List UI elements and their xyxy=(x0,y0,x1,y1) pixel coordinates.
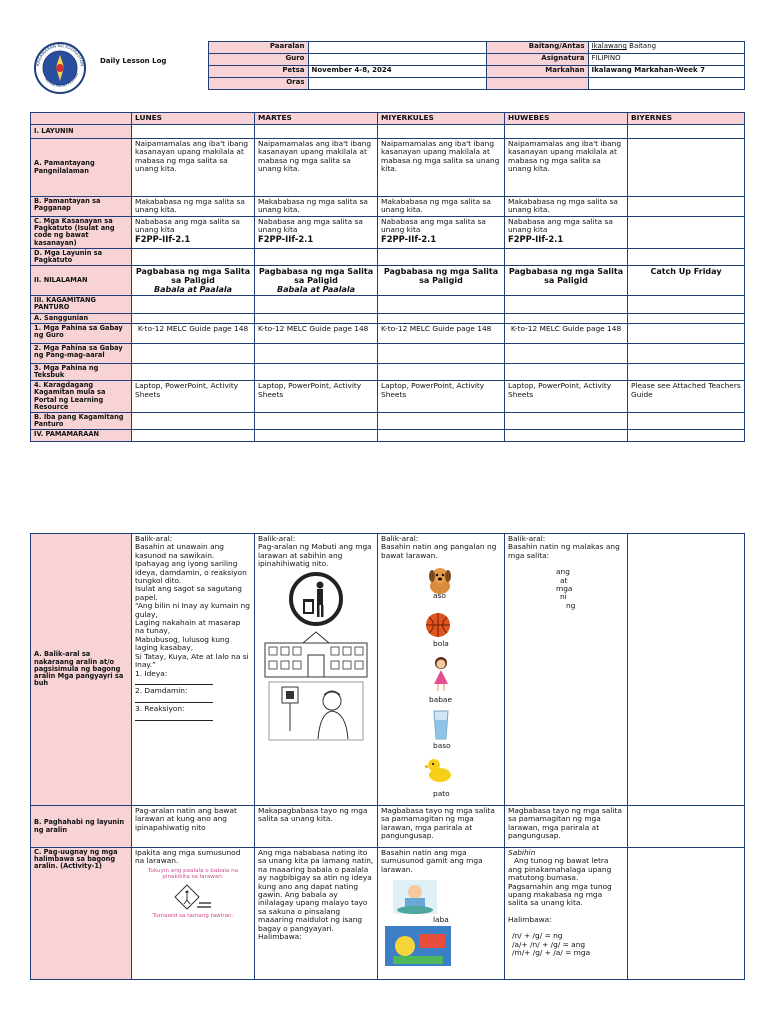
label-paaralan: Paaralan xyxy=(208,42,308,54)
row-label-mag-aaral: 2. Mga Pahina sa Gabay ng Pang-mag-aaral xyxy=(31,343,132,363)
day-header-biyernes: BIYERNES xyxy=(628,113,745,125)
label-baitang: Baitang/Antas xyxy=(486,42,588,54)
seal-text-bottom: REPUBLIKA NG PILIPINAS xyxy=(43,72,80,88)
row-label-iba: B. Iba pang Kagamitang Panturo xyxy=(31,413,132,430)
ball-icon xyxy=(425,612,451,638)
karagdagang-miyerkules: Laptop, PowerPoint, Activity Sheets xyxy=(378,381,505,413)
nilalaman-huwebes: Pagbabasa ng mga Salita sa Paligid xyxy=(505,266,628,296)
sight-word-ng: ng xyxy=(566,600,576,610)
crosswalk-sign-icon xyxy=(173,883,213,911)
row-label-balik-aral: A. Balik-aral sa nakaraang aralin at/o pagsisimula ng bagong aralin Mga pangyayri sa buh xyxy=(31,534,132,806)
pamantayang-huwebes: Naipamamalas ang iba't ibang kasanayan upang makilala at mabasa ng mga salita sa unang kita. xyxy=(505,139,628,197)
row-label-layunin: I. LAYUNIN xyxy=(31,125,132,139)
gabay-miyerkules: K-to-12 MELC Guide page 148 xyxy=(378,323,505,343)
paghahabi-huwebes: Magbabasa tayo ng mga salita sa pamamagitan ng mga larawan, mga parirala at pangungusap. xyxy=(505,806,628,848)
row-label-layunin-d: D. Mga Layunin sa Pagkatuto xyxy=(31,248,132,265)
lesson-table xyxy=(30,112,745,442)
sight-word-at: at xyxy=(560,575,568,585)
value-petsa: November 4-8, 2024 xyxy=(308,66,486,78)
value-paaralan xyxy=(308,42,486,54)
gabay-martes: K-to-12 MELC Guide page 148 xyxy=(255,323,378,343)
row-label-nilalaman: II. NILALAMAN xyxy=(31,266,132,296)
row-label-teksbuk: 3. Mga Pahina ng Teksbuk xyxy=(31,363,132,380)
school-building-icon xyxy=(263,629,369,679)
karagdagang-lunes: Laptop, PowerPoint, Activity Sheets xyxy=(132,381,255,413)
word-aso: aso xyxy=(433,591,446,601)
nilalaman-biyernes: Catch Up Friday xyxy=(628,266,745,296)
sight-word-ang: ang xyxy=(556,567,570,577)
pamantayang-lunes: Naipamamalas ang iba't ibang kasanayan upang makilala at mabasa ng mga salita sa unang kita. xyxy=(132,139,255,197)
header-table xyxy=(30,41,745,90)
row-label-kasanayan: C. Mga Kasanayan sa Pagkatuto (Isulat ang code ng bawat kasanayan) xyxy=(31,217,132,249)
label-empty xyxy=(486,78,588,90)
value-oras xyxy=(308,78,486,90)
word-pato: pato xyxy=(433,789,450,799)
caption-text: Tukuyin ang paalala o babala na pinakikita sa larawan. xyxy=(147,867,239,881)
row-label-pagganap: B. Pamantayan sa Pagganap xyxy=(31,197,132,217)
word-baso: baso xyxy=(433,741,451,751)
pagganap-lunes: Makababasa ng mga salita sa unang kita. xyxy=(132,197,255,217)
pag-uugnay-miyerkules: Basahin natin ang mga sumusunod gamit ang mga larawan. laba xyxy=(378,848,505,980)
row-label-kagamitan: III. KAGAMITANG PANTURO xyxy=(31,296,132,313)
page-title: Daily Lesson Log xyxy=(100,57,167,65)
pamantayang-miyerkules: Naipamamalas ang iba't ibang kasanayan upang makilala at mabasa ng mga salita sa unang kita. xyxy=(378,139,505,197)
value-markahan: Ikalawang Markahan-Week 7 xyxy=(588,66,744,78)
row-label-gabay: 1. Mga Pahina sa Gabay ng Guro xyxy=(31,323,132,343)
balik-aral-miyerkules: Balik-aral: Basahin natin ang pangalan ng bawat larawan. aso bola babae baso pato xyxy=(378,534,505,806)
gabay-lunes: K-to-12 MELC Guide page 148 xyxy=(132,323,255,343)
pag-uugnay-lunes: Ipakita ang mga sumusunod na larawan. Tukuyin ang paalala o babala na pinakikita sa larawan. Tumawid sa tamang tawiran. xyxy=(132,848,255,980)
procedure-table xyxy=(30,533,745,980)
word-bola: bola xyxy=(433,639,449,649)
pagganap-martes: Makababasa ng mga salita sa unang kita. xyxy=(255,197,378,217)
balik-aral-martes: Balik-aral: Pag-aralan ng Mabuti ang mga larawan at sabihin ang ipinahihiwatig nito. xyxy=(255,534,378,806)
label-guro: Guro xyxy=(208,54,308,66)
day-header-lunes: LUNES xyxy=(132,113,255,125)
row-label-paghahabi: B. Paghahabi ng layunin ng aralin xyxy=(31,806,132,848)
seal-text-top: KAGAWARAN NG EDUKASYON xyxy=(35,42,85,67)
label-oras: Oras xyxy=(208,78,308,90)
kasanayan-lunes: Nababasa ang mga salita sa unang kita F2PP-IIf-2.1 xyxy=(132,217,255,249)
paghahabi-martes: Makapagbabasa tayo ng mga salita sa unang kita. xyxy=(255,806,378,848)
gabay-huwebes: K-to-12 MELC Guide page 148 xyxy=(505,323,628,343)
kasanayan-miyerkules: Nababasa ang mga salita sa unang kita F2PP-IIf-2.1 xyxy=(378,217,505,249)
word-laba: laba xyxy=(433,915,449,925)
woman-with-sign-icon xyxy=(268,681,364,741)
duck-icon xyxy=(425,756,453,784)
value-empty xyxy=(588,78,744,90)
day-header-huwebes: HUWEBES xyxy=(505,113,628,125)
sight-word-ni: ni xyxy=(560,592,567,602)
row-label-sanggunian: A. Sanggunian xyxy=(31,313,132,323)
nilalaman-lunes: Pagbabasa ng mga Salita sa Paligid Babala at Paalala xyxy=(132,266,255,296)
word-babae: babae xyxy=(429,695,452,705)
row-label-karagdagang: 4. Karagdagang Kagamitan mula sa Portal ng Learning Resource xyxy=(31,381,132,413)
sight-word-mga: mga xyxy=(556,584,573,594)
value-baitang: Ikalawang Baitang xyxy=(588,42,744,54)
sign-caption: Tumawid sa tamang tawiran. xyxy=(152,913,234,919)
balik-aral-huwebes: Balik-aral: Basahin natin ng malakas ang mga salita: ang at mga ni ng xyxy=(505,534,628,806)
row-label-pamamaraan: IV. PAMAMARAAN xyxy=(31,430,132,442)
pag-uugnay-huwebes: Sabihin Ang tunog ng bawat letra ang pinakamahalaga upang matutong bumasa. Pagsamahin ang mga tunog upang makabasa ng mga salita sa unang kita. Halimbawa: /n/ + /g/ = ng /a/+ /n/ + /g/ = ang /m/+ /g/ + /a/ = mga xyxy=(505,848,628,980)
label-petsa: Petsa xyxy=(208,66,308,78)
label-markahan: Markahan xyxy=(486,66,588,78)
kasanayan-huwebes: Nababasa ang mga salita sa unang kita F2PP-IIf-2.1 xyxy=(505,217,628,249)
pagganap-miyerkules: Makababasa ng mga salita sa unang kita. xyxy=(378,197,505,217)
paghahabi-miyerkules: Magbabasa tayo ng mga salita sa pamamagitan ng mga larawan, mga parirala at pangungusap. xyxy=(378,806,505,848)
glass-icon xyxy=(433,710,449,740)
karagdagang-biyernes: Please see Attached Teachers Guide xyxy=(628,381,745,413)
laundry-icon xyxy=(393,880,437,914)
row-label-pamantayang: A. Pamantayang Pangnilalaman xyxy=(31,139,132,197)
pagganap-huwebes: Makababasa ng mga salita sa unang kita. xyxy=(505,197,628,217)
label-asignatura: Asignatura xyxy=(486,54,588,66)
pamantayang-martes: Naipamamalas ang iba't ibang kasanayan upang makilala at mabasa ng mga salita sa unang kita. xyxy=(255,139,378,197)
paghahabi-lunes: Pag-aralan natin ang bawat larawan at kung ano ang ipinapahiwatig nito xyxy=(132,806,255,848)
row-label-pag-uugnay: C. Pag-uugnay ng mga halimbawa sa bagong aralin. (Activity-1) xyxy=(31,848,132,980)
no-littering-sign-icon xyxy=(288,571,344,627)
karagdagang-martes: Laptop, PowerPoint, Activity Sheets xyxy=(255,381,378,413)
karagdagang-huwebes: Laptop, PowerPoint, Activity Sheets xyxy=(505,381,628,413)
girl-icon xyxy=(431,656,451,692)
value-guro xyxy=(308,54,486,66)
pag-uugnay-martes: Ang mga nababasa nating ito sa unang kita pa lamang natin, na maaaring babala o paalala ay nagbibigay sa atin ng ideya kung ano ang dapat nating gawin. Ang babala ay inilalagay upang malayo tayo sa sakuna o pinsalang maaaring maidulot ng isang bagay o pangyayari. Halimbawa: xyxy=(255,848,378,980)
kasanayan-martes: Nababasa ang mga salita sa unang kita F2PP-IIf-2.1 xyxy=(255,217,378,249)
balik-aral-lunes: Balik-aral: Basahin at unawain ang kasunod na sawikain. Ipahayag ang iyong sariling ideya, damdamin, o reaksiyon tungkol dito. Isulat ang sagot sa sagutang papel. “Ang bilin ni Inay ay kumain ng gulay, Laging nakahain at masarap na tunay, Mabubusog, lulusog kung laging kasabay, Si Tatay, Kuya, Ate at lalo na si Inay.” 1. Ideya: 2. Damdamin: 3. Reaksiyon: xyxy=(132,534,255,806)
value-asignatura: FILIPINO xyxy=(588,54,744,66)
colorful-picture-icon xyxy=(385,926,451,966)
nilalaman-martes: Pagbabasa ng mga Salita sa Paligid Babala at Paalala xyxy=(255,266,378,296)
day-header-miyerkules: MIYERKULES xyxy=(378,113,505,125)
day-header-martes: MARTES xyxy=(255,113,378,125)
nilalaman-miyerkules: Pagbabasa ng mga Salita sa Paligid xyxy=(378,266,505,296)
